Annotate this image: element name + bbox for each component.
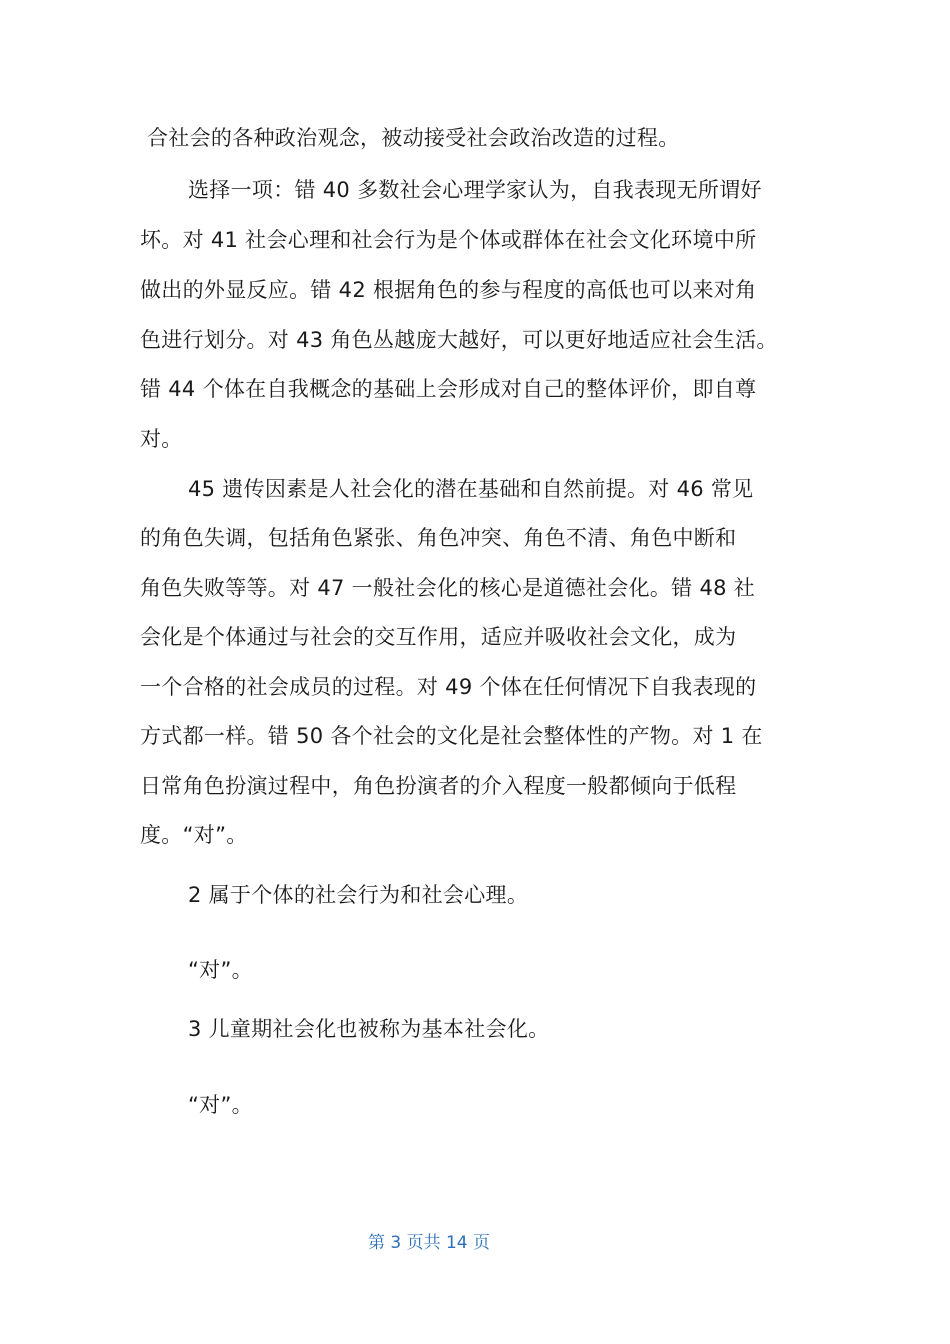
text-line-14: 日常角色扮演过程中，角色扮演者的介入程度一般都倾向于低程 (140, 774, 737, 798)
text-line-17: “对”。 (188, 958, 253, 982)
text-line-9: 的角色失调，包括角色紧张、角色冲突、角色不清、角色中断和 (140, 526, 737, 550)
text-line-11: 会化是个体通过与社会的交互作用，适应并吸收社会文化，成为 (140, 625, 737, 649)
text-line-10: 角色失败等等。对 47 一般社会化的核心是道德社会化。错 48 社 (140, 576, 756, 600)
text-line-1: 合社会的各种政治观念，被动接受社会政治改造的过程。 (147, 126, 680, 150)
text-line-4: 做出的外显反应。错 42 根据角色的参与程度的高低也可以来对角 (140, 278, 757, 302)
text-line-3: 坏。对 41 社会心理和社会行为是个体或群体在社会文化环境中所 (140, 228, 757, 252)
text-line-12: 一个合格的社会成员的过程。对 49 个体在任何情况下自我表现的 (140, 675, 757, 699)
text-line-15: 度。“对”。 (140, 823, 248, 847)
text-line-13: 方式都一样。错 50 各个社会的文化是社会整体性的产物。对 1 在 (140, 724, 763, 748)
text-line-5: 色进行划分。对 43 角色丛越庞大越好，可以更好地适应社会生活。 (140, 328, 778, 352)
text-line-2: 选择一项：错 40 多数社会心理学家认为，自我表现无所谓好 (188, 178, 762, 202)
text-line-18: 3 儿童期社会化也被称为基本社会化。 (188, 1017, 550, 1041)
text-line-16: 2 属于个体的社会行为和社会心理。 (188, 883, 529, 907)
text-line-19: “对”。 (188, 1093, 253, 1117)
text-line-6: 错 44 个体在自我概念的基础上会形成对自己的整体评价，即自尊 (140, 377, 757, 401)
page-number: 第 3 页共 14 页 (367, 1233, 491, 1253)
text-line-8: 45 遗传因素是人社会化的潜在基础和自然前提。对 46 常见 (188, 477, 754, 501)
text-line-7: 对。 (140, 427, 183, 451)
